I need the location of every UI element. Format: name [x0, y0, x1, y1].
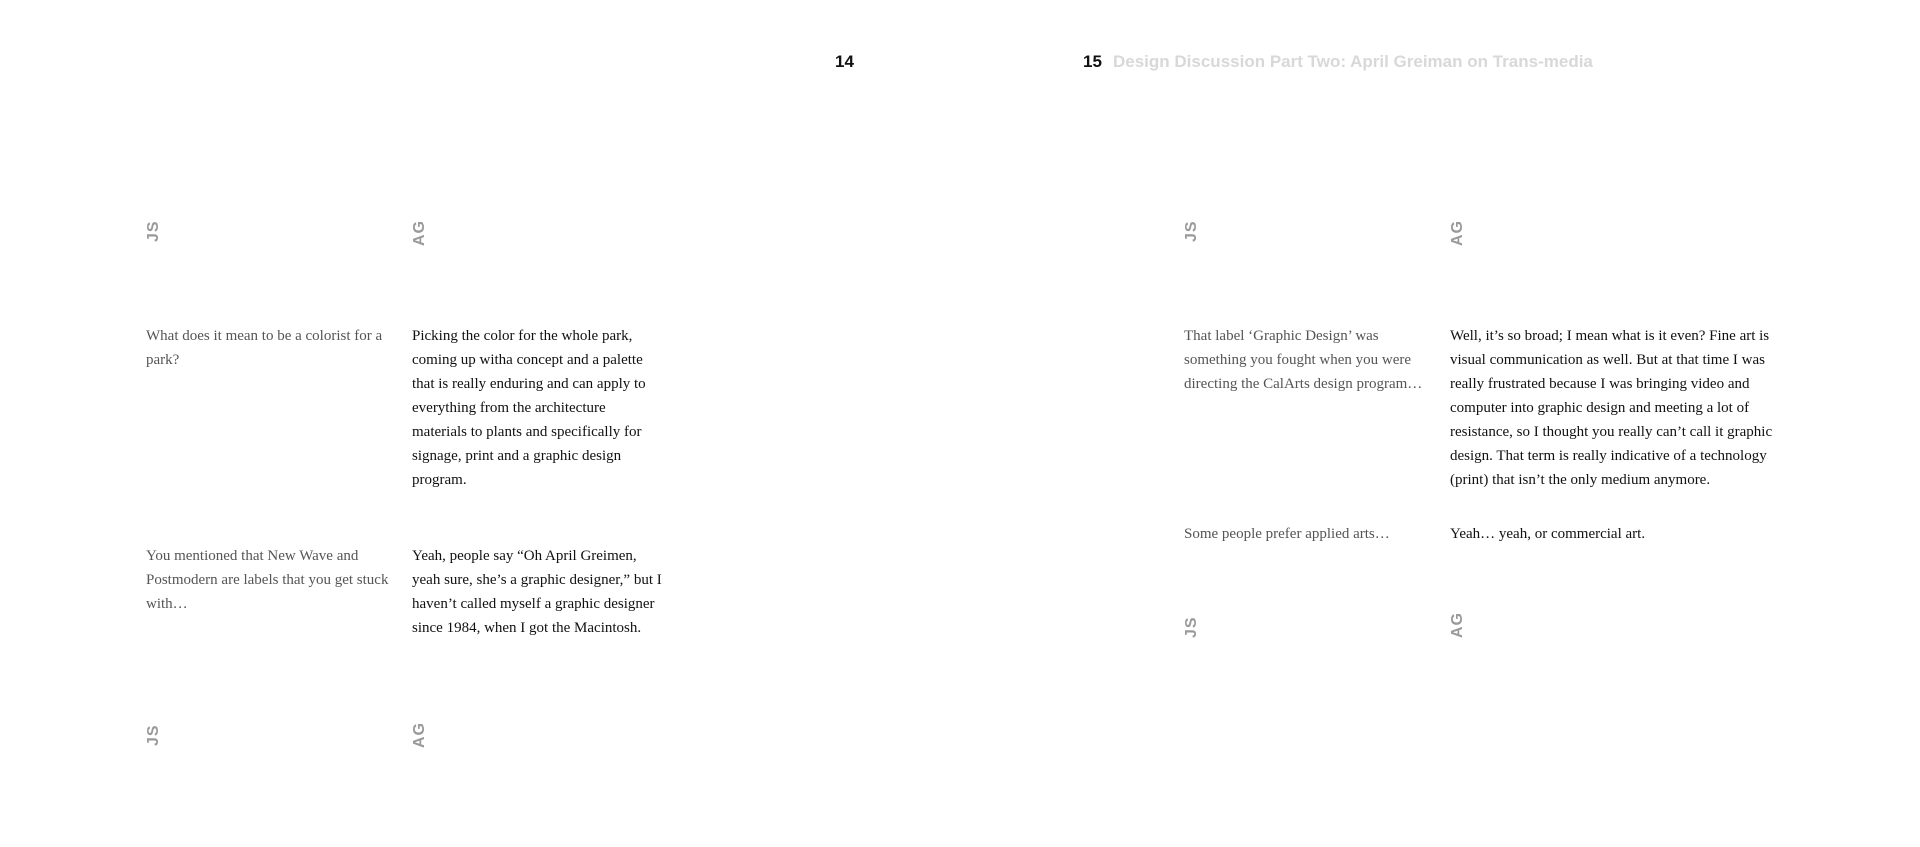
right-page-number: 15	[1083, 52, 1102, 71]
speaker-label-js: JS	[1183, 220, 1200, 242]
question-text: You mentioned that New Wave and Postmodern are labels that you get stuck with…	[146, 548, 389, 612]
speaker-label-ag: AG	[411, 220, 428, 246]
speaker-label-ag: AG	[411, 722, 428, 748]
running-title: Design Discussion Part Two: April Greiman on Trans-media	[1113, 52, 1593, 71]
answer-text: Picking the color for the whole park, coming up witha concept and a palette that is really enduring and can apply to everything from the architecture materials to plants and specifically for signage, print and a graphic design program.	[412, 328, 646, 488]
question-text: That label ‘Graphic Design’ was something you fought when you were directing the CalArts design program…	[1184, 328, 1423, 392]
answer-text: Yeah… yeah, or commercial art.	[1450, 526, 1646, 542]
speaker-label-js: JS	[145, 220, 162, 242]
speaker-label-js: JS	[145, 724, 162, 746]
answer-text: Yeah, people say “Oh April Greimen, yeah sure, she’s a graphic designer,” but I haven’t called myself a graphic designer since 1984, when I got the Macintosh.	[412, 548, 662, 636]
answer-text: Well, it’s so broad; I mean what is it even? Fine art is visual communication as well. But at that time I was really frustrated because I was bringing video and computer into graphic design and meeting a lot of resistance, so I thought you really can’t call it graphic design. That term is really indicative of a technology (print) that isn’t the only medium anymore.	[1450, 328, 1773, 488]
question-text: Some people prefer applied arts…	[1184, 526, 1390, 542]
speaker-label-ag: AG	[1449, 612, 1466, 638]
question-text: What does it mean to be a colorist for a park?	[146, 328, 383, 368]
speaker-label-ag: AG	[1449, 220, 1466, 246]
speaker-label-js: JS	[1183, 616, 1200, 638]
left-page-number: 14	[835, 52, 854, 71]
